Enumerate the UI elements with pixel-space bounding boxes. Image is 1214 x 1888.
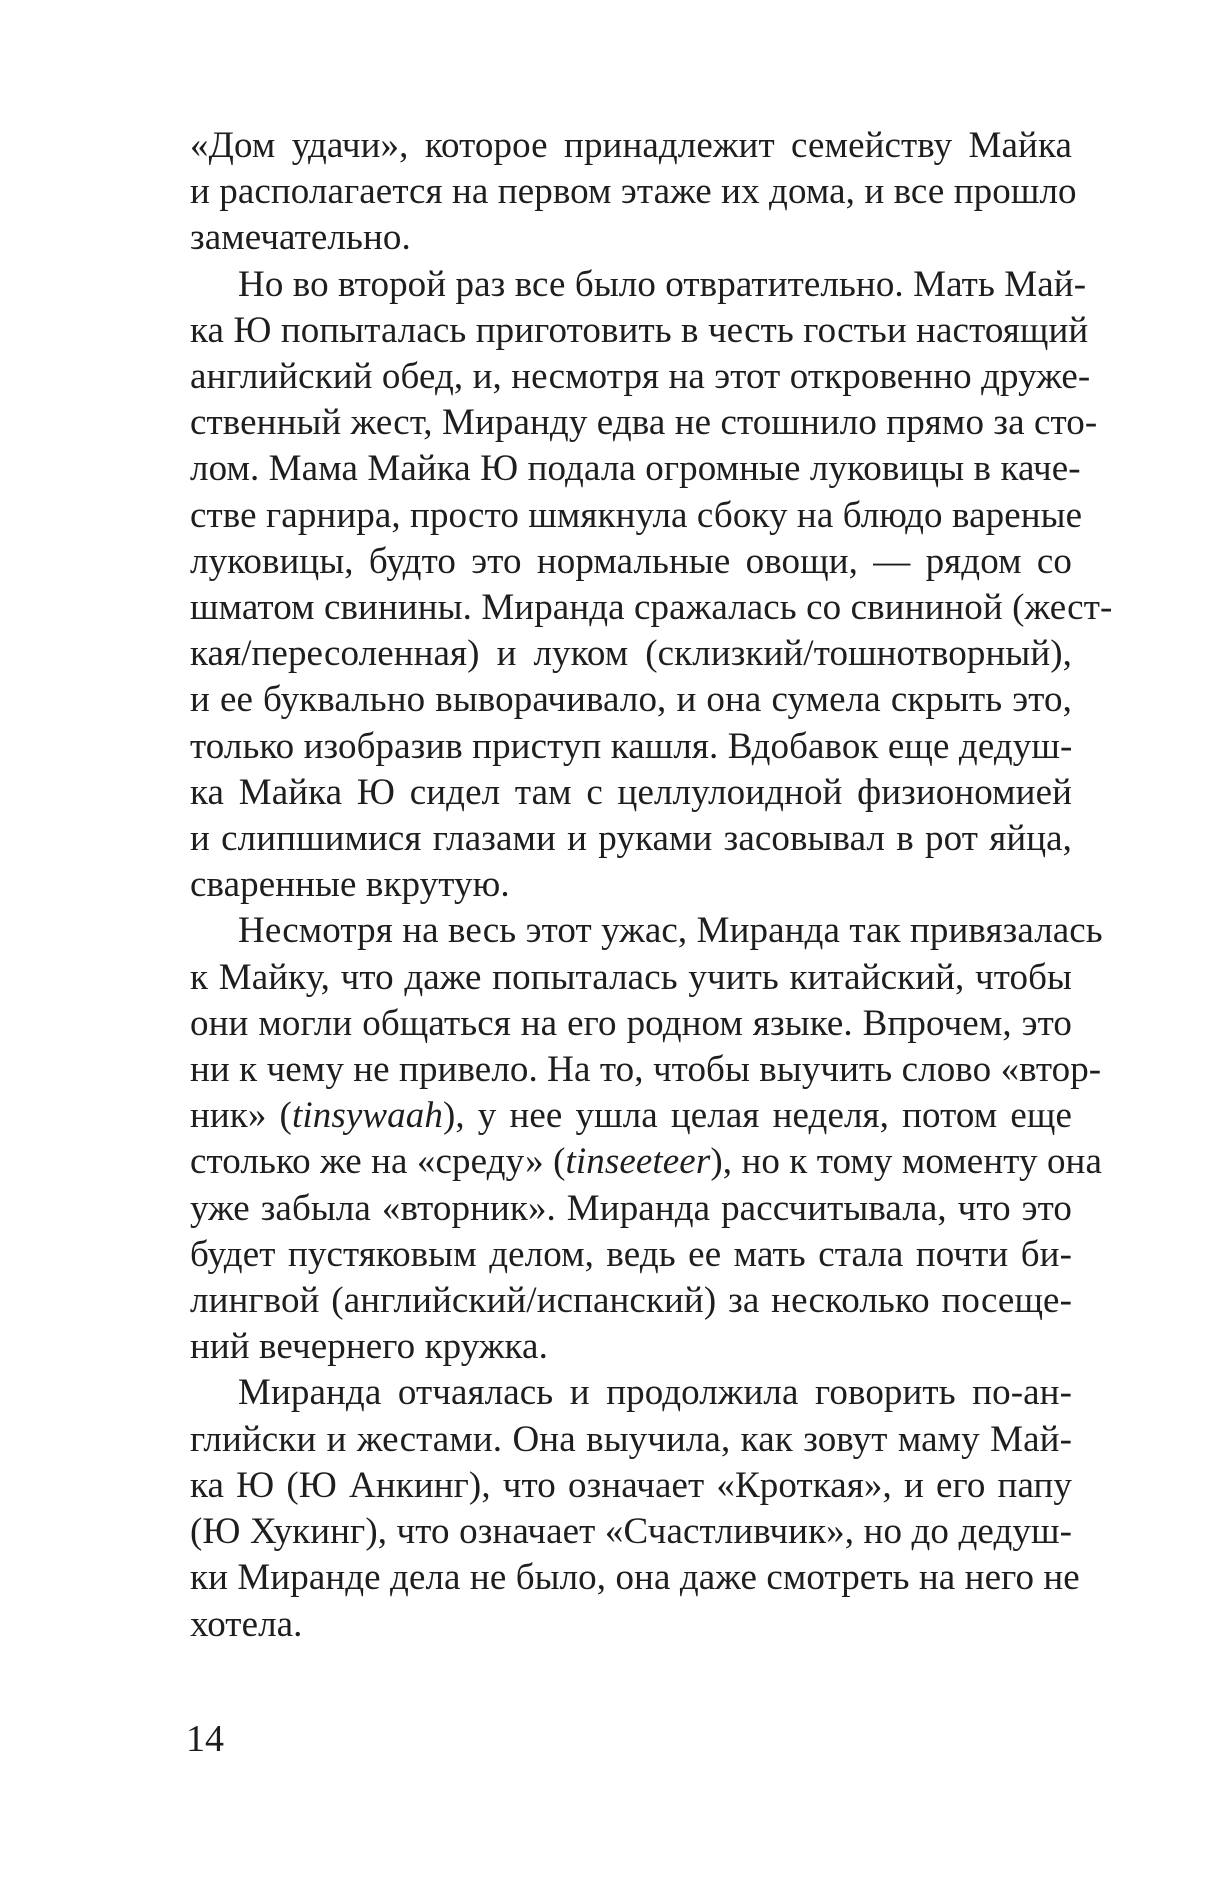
text-line: лом. Мама Майка Ю подала огромные луковицы в каче- <box>190 448 1081 490</box>
text-line: лингвой (английский/испанский) за несколько посеще- <box>190 1280 1072 1322</box>
text-line: ни к чему не привело. На то, чтобы выучить слово «втор- <box>190 1049 1102 1091</box>
paragraph-3 <box>190 908 1103 1370</box>
text-line: ка Ю попыталась приготовить в честь гостьи настоящий <box>190 309 1089 351</box>
text-line: и ее буквально выворачивало, и она сумела скрыть это, <box>190 679 1072 721</box>
paragraph-1 <box>190 123 1077 262</box>
text-line: будет пустяковым делом, ведь ее мать стала почти би- <box>190 1233 1072 1275</box>
text-line: они могли общаться на его родном языке. Впрочем, это <box>190 1002 1072 1044</box>
italic-word: tinsywaah <box>291 1095 443 1137</box>
text-line: ственный жест, Миранду едва не стошнило прямо за сто- <box>190 402 1098 444</box>
text-line: английский обед, и, несмотря на этот откровенно друже- <box>190 356 1091 398</box>
text-line: ка Майка Ю сидел там с целлулоидной физиономией <box>190 771 1072 813</box>
text-line: столько же на «среду» (tinseeteer), но к тому моменту она <box>190 1141 1102 1183</box>
text-line: и слипшимися глазами и руками засовывал в рот яйца, <box>190 818 1072 860</box>
text-line: уже забыла «вторник». Миранда рассчитывала, что это <box>190 1187 1072 1229</box>
text-line: Несмотря на весь этот ужас, Миранда так привязалась <box>238 910 1103 952</box>
text-line: «Дом удачи», которое принадлежит семейству Майка <box>190 125 1072 166</box>
text-line: ки Миранде дела не было, она даже смотреть на него не <box>190 1557 1080 1599</box>
text-line: только изобразив приступ кашля. Вдобавок еще дедуш- <box>190 725 1073 767</box>
text-line: стве гарнира, просто шмякнула сбоку на блюдо вареные <box>190 494 1083 536</box>
text-line: замечательно. <box>190 217 411 259</box>
paragraph-2 <box>190 262 1113 909</box>
text-line: сваренные вкрутую. <box>190 864 510 906</box>
text-line: луковицы, будто это нормальные овощи, — рядом со <box>190 540 1072 582</box>
paragraph-4 <box>190 1370 1080 1647</box>
text-line: хотела. <box>190 1603 303 1645</box>
text-line: к Майку, что даже попыталась учить китайский, чтобы <box>190 956 1072 998</box>
body-text <box>190 123 1113 1648</box>
text-line: ка Ю (Ю Анкинг), что означает «Кроткая», и его папу <box>190 1464 1072 1506</box>
text-line: Миранда отчаялась и продолжила говорить по-ан- <box>238 1372 1072 1414</box>
italic-word: tinseeteer <box>565 1141 711 1183</box>
text-line: шматом свинины. Миранда сражалась со свининой (жест- <box>190 587 1113 629</box>
page-number: 14 <box>186 1718 224 1760</box>
text-line: и располагается на первом этаже их дома, и все прошло <box>190 171 1077 213</box>
text-line: ник» (tinsywaah), у нее ушла целая неделя, потом еще <box>190 1095 1072 1137</box>
text-line: Но во второй раз все было отвратительно. Мать Май- <box>238 263 1087 305</box>
text-line: (Ю Хукинг), что означает «Счастливчик», но до дедуш- <box>190 1511 1072 1553</box>
text-line: глийски и жестами. Она выучила, как зовут маму Май- <box>190 1418 1072 1460</box>
text-line: кая/пересоленная) и луком (склизкий/тошнотворный), <box>190 633 1072 675</box>
text-line: ний вечернего кружка. <box>190 1326 548 1368</box>
